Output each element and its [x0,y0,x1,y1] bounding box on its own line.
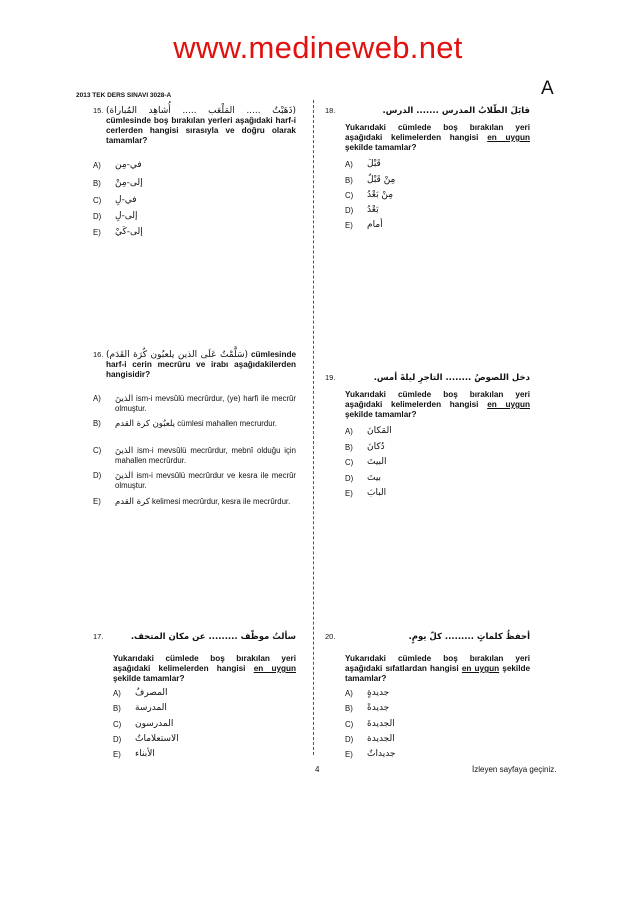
option-letter: E) [345,489,353,498]
option-text: ism-i mevsûlü mecrûrdur ve kesra ile mecrûr olmuştur. [115,471,296,490]
option-text: جديدةً [367,703,390,713]
option-text: إلى-كَيْ [115,227,143,237]
option-text: إلى-مِنْ [115,178,143,188]
option-text: إلى-لِ [115,211,138,221]
option-letter: B) [93,179,101,188]
option-text: المَكانَ [367,426,392,436]
option-text: بيتَ [367,473,382,483]
option-text: المصرفُ [135,688,168,698]
exam-header: 2013 TEK DERS SINAVI 3028-A [76,92,172,99]
option-letter: A) [345,689,353,698]
option-text: مِنْ بَعْدُ [367,190,394,200]
question-number: 19. [325,373,336,382]
option-text: الاستعلاماتُ [135,734,179,744]
option-letter: C) [345,720,354,729]
question-stem [106,350,296,380]
option-letter: C) [113,720,122,729]
option-letter: E) [93,228,101,237]
option-text: أمام [367,220,383,230]
question-stem [345,123,530,153]
option-text: الجديدة [367,734,395,744]
underlined-text: en uygun [253,664,297,673]
question-stem [106,106,296,146]
option-letter: B) [113,704,121,713]
question-15 [93,106,296,237]
page-number: 4 [315,765,320,774]
option-text: بَعْدُ [367,205,379,215]
option-letter: C) [345,191,354,200]
option-arabic: الذينَ [115,446,134,456]
watermark-site-url: www.medineweb.net [173,30,463,65]
option-text: الأبناء [135,749,155,759]
arabic-sentence: (ذَهَبْتُ ..... المَلْعَب ..... أُشاهِد المُباراة) [106,106,296,116]
arabic-sentence: (سَلَّمْتُ عَلَى الذين يلعبُون كُرَة القَدَم) [106,350,249,360]
option-text: دُكانَ [367,442,385,452]
arabic-sentence: قابَلَ الطّلابُ المدرس ....... الدرس. [382,106,530,116]
option-letter: B) [93,419,101,428]
option-text: البيتَ [367,457,387,467]
option-letter: E) [113,750,121,759]
question-text: Yukarıdaki cümlede boş bırakılan yeri aşağıdaki kelimelerden hangisi [113,654,296,673]
option-letter: A) [93,394,101,403]
question-16 [93,350,297,507]
option-text: cümlesi mahallen mecrurdur. [177,419,277,428]
question-stem [113,654,296,684]
question-text-end: şekilde tamamlar? [113,674,185,683]
underlined-text: en uygun [461,664,500,673]
question-stem [345,390,530,420]
option-text: kelimesi mecrûrdur, kesra ile mecrûrdur. [152,497,291,506]
question-number: 16. [93,350,104,359]
option-arabic: كرة القدم [115,497,150,507]
question-text-end: şekilde tamamlar? [345,664,531,683]
option-letter: B) [345,176,353,185]
question-text: Yukarıdaki cümlede boş bırakılan yeri aşağıdaki sıfatlardan hangisi [345,654,530,673]
option-text: الجديدةَ [367,719,395,729]
option-letter: D) [345,735,354,744]
column-divider [313,100,314,755]
question-text-end: şekilde tamamlar? [345,143,417,152]
option-letter: A) [113,689,121,698]
option-letter: B) [345,443,353,452]
option-letter: D) [345,206,354,215]
option-text: في-لِ [115,195,137,205]
question-text-end: şekilde tamamlar? [345,410,417,419]
question-number: 20. [325,632,336,641]
option-arabic: يلعبُون كرة القدم [115,419,176,429]
option-letter: A) [345,160,353,169]
question-number: 18. [325,106,336,115]
question-text: Yukarıdaki cümlede boş bırakılan yeri aşağıdaki kelimelerden hangisi [345,123,530,142]
arabic-sentence: دخل اللصوصُ ........ التاجرِ ليلةَ أمس. [373,373,530,383]
continue-text: İzleyen sayfaya geçiniz. [472,765,557,774]
arabic-sentence: أحفظُ كلماتٍ ......... كلّ يومٍ. [408,632,530,642]
question-number: 17. [93,632,104,641]
option-arabic: الذينَ [115,394,134,404]
option-text: قَبْلَ [367,159,381,169]
option-letter: C) [93,196,102,205]
question-stem [345,654,530,684]
option-letter: E) [93,497,101,506]
option-text: ism-i mevsûlü mecrûrdur, (ye) harfi ile mecrûr olmuştur. [115,394,296,413]
option-letter: C) [345,458,354,467]
option-text: ism-i mevsûlü mecrûrdur, mebnî olduğu için mahallen mecrûrdur. [115,446,296,465]
option-arabic: الذينَ [115,471,134,481]
arabic-sentence: سألتُ موظّف ......... عن مكان المتحف. [130,632,296,642]
booklet-letter: A [541,78,554,99]
underlined-text: en uygun [487,400,531,409]
option-letter: E) [345,221,353,230]
option-letter: A) [93,161,101,170]
option-letter: D) [113,735,122,744]
option-letter: E) [345,750,353,759]
question-text: cümlesinde boş bırakılan yerleri aşağıdaki harf-i cerlerden hangisi sırasıyla ve doğru olarak tamamlar? [106,116,296,145]
option-text: في-مِن [115,160,142,170]
option-text: جديداتٌ [367,749,396,759]
option-letter: D) [345,474,354,483]
question-number: 15. [93,106,104,115]
question-text: cümlesinde harf-i cerin mecrûru ve irabı aşağıdakilerden hangisidir? [106,350,297,379]
option-letter: B) [345,704,353,713]
option-letter: A) [345,427,353,436]
underlined-text: en uygun [487,133,531,142]
option-text: البابَ [367,488,387,498]
option-text: جديدةٍ [367,688,390,698]
option-letter: D) [93,212,102,221]
option-letter: C) [93,446,102,455]
option-text: المدرسون [135,719,174,729]
question-text: Yukarıdaki cümlede boş bırakılan yeri aşağıdaki kelimelerden hangisi [345,390,530,409]
option-text: مِنْ قَبْلُ [367,175,396,185]
option-letter: D) [93,471,102,480]
option-text: المدرسة [135,703,167,713]
